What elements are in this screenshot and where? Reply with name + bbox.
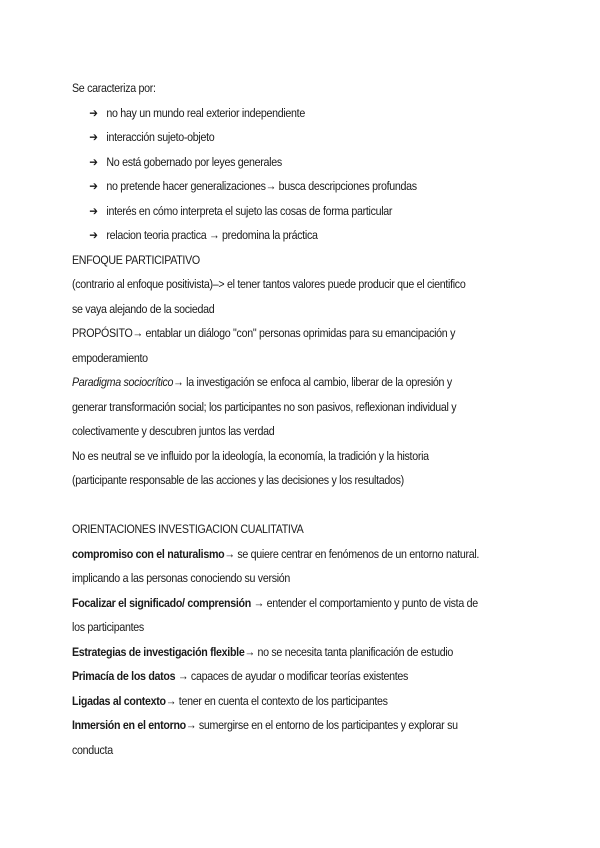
- orientacion-continuation: implicando a las personas conociendo su versión: [72, 571, 291, 585]
- enfoque-paragraph-line: se vaya alejando de la sociedad: [72, 301, 215, 316]
- bullet-item: [72, 150, 542, 175]
- arrow-bullet-icon: ➔: [89, 154, 98, 169]
- bullet-text: interés en cómo interpreta el sujeto las cosas de forma particular: [106, 203, 393, 218]
- orientacion-item: [72, 713, 542, 738]
- paradigma-text: → la investigación se enfoca al cambio, liberar de la opresión y: [173, 375, 452, 389]
- orientacion-desc: → sumergirse en el entorno de los participantes y explorar su: [185, 718, 458, 732]
- bullet-item: [72, 223, 542, 248]
- blank-line: [72, 493, 542, 518]
- orientacion-item: [72, 689, 542, 714]
- bullet-item: [72, 101, 542, 126]
- document-body: [72, 76, 542, 762]
- orientacion-term: compromiso con el naturalismo: [72, 546, 225, 561]
- orientacion-term: Estrategias de investigación flexible: [72, 644, 245, 659]
- enfoque-paragraph-line: (contrario al enfoque positivista)–> el tener tantos valores puede producir que el cientifico: [72, 277, 466, 291]
- proposito-line: empoderamiento: [72, 350, 148, 365]
- paradigma-line: [72, 370, 542, 395]
- bullet-text: relacion teoria practica → predomina la práctica: [106, 228, 318, 242]
- neutral-line: No es neutral se ve influido por la ideología, la economía, la tradición y la historia: [72, 448, 429, 463]
- participante-line: (participante responsable de las acciones y las decisiones y los resultados): [72, 473, 404, 487]
- bullet-item: [72, 199, 542, 224]
- bullet-text: interacción sujeto-objeto: [106, 130, 215, 144]
- orientacion-term: Focalizar el significado/ comprensión: [72, 595, 251, 610]
- orientacion-item: [72, 664, 542, 689]
- paradigma-line: colectivamente y descubren juntos las verdad: [72, 424, 275, 438]
- orientacion-desc: → tener en cuenta el contexto de los participantes: [165, 693, 388, 708]
- arrow-bullet-icon: ➔: [89, 179, 98, 193]
- orientacion-item: [72, 591, 542, 616]
- orientacion-desc: → capaces de ayudar o modificar teorías existentes: [175, 669, 409, 683]
- orientacion-item: [72, 640, 542, 665]
- arrow-bullet-icon: ➔: [89, 203, 98, 218]
- orientacion-term: Ligadas al contexto: [72, 693, 166, 708]
- bullet-text: no hay un mundo real exterior independiente: [106, 105, 305, 120]
- bullet-item: [72, 174, 542, 199]
- paradigma-label: Paradigma sociocrítico: [72, 375, 174, 389]
- orientacion-desc: → entender el comportamiento y punto de vista de: [250, 595, 478, 610]
- bullet-item: [72, 125, 542, 150]
- intro-line: Se caracteriza por:: [72, 81, 156, 95]
- orientacion-term: Primacía de los datos: [72, 669, 176, 683]
- orientacion-continuation: conducta: [72, 742, 113, 757]
- arrow-bullet-icon: ➔: [89, 130, 98, 144]
- paradigma-line: generar transformación social; los participantes no son pasivos, reflexionan individual y: [72, 399, 457, 414]
- proposito-line: PROPÓSITO→ entablar un diálogo "con" personas oprimidas para su emancipación y: [72, 326, 456, 340]
- arrow-bullet-icon: ➔: [89, 105, 98, 120]
- orientacion-term: Inmersión en el entorno: [72, 718, 186, 732]
- orientacion-desc: → no se necesita tanta planificación de estudio: [244, 644, 454, 659]
- enfoque-heading: ENFOQUE PARTICIPATIVO: [72, 252, 200, 267]
- orientacion-continuation: los participantes: [72, 620, 144, 634]
- bullet-text: no pretende hacer generalizaciones→ busca descripciones profundas: [106, 179, 417, 193]
- orientaciones-heading: ORIENTACIONES INVESTIGACION CUALITATIVA: [72, 522, 304, 536]
- bullet-text: No está gobernado por leyes generales: [106, 154, 282, 169]
- orientacion-desc: → se quiere centrar en fenómenos de un entorno natural.: [224, 546, 480, 561]
- orientacion-item: [72, 542, 542, 567]
- arrow-bullet-icon: ➔: [89, 228, 98, 242]
